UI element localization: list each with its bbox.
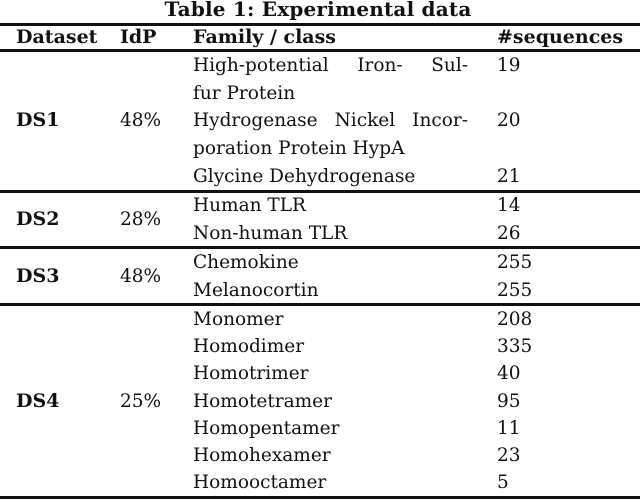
table-row [0, 388, 640, 415]
sequences-cell: 5 [497, 472, 509, 494]
header-dataset: Dataset [16, 26, 98, 48]
sequences-cell: 23 [497, 444, 521, 466]
family-cell: Chemokine [193, 252, 299, 273]
idp-value: 48% [120, 265, 162, 287]
dataset-label: DS1 [16, 109, 60, 132]
table-row [0, 415, 640, 442]
table-row [0, 333, 640, 360]
table-row [0, 80, 640, 108]
family-cell: Homohexamer [193, 444, 331, 466]
family-cell: Hydrogenase Nickel Incor- [193, 110, 468, 132]
family-cell: High-potential Iron- Sul- [193, 55, 468, 76]
table-row [0, 220, 640, 248]
table-row [0, 360, 640, 387]
table-row [0, 52, 640, 80]
group-rule [0, 496, 640, 499]
family-cell: Homodimer [193, 336, 305, 358]
sequences-cell: 40 [497, 363, 521, 385]
sequences-cell: 14 [497, 195, 521, 216]
family-cell: Human TLR [193, 195, 306, 216]
table-row [0, 277, 640, 305]
idp-value: 25% [120, 390, 162, 412]
table-row [0, 163, 640, 191]
header-family: Family / class [193, 26, 337, 48]
sequences-cell: 255 [497, 252, 533, 273]
table-row [0, 442, 640, 469]
family-cell: Glycine Dehydrogenase [193, 165, 416, 187]
dataset-group-ds4 [0, 306, 640, 496]
header-sequences: #sequences [497, 26, 624, 48]
family-cell: Homopentamer [193, 417, 340, 439]
dataset-group-ds1 [0, 52, 640, 190]
sequences-cell: 26 [497, 222, 521, 244]
dataset-group-ds2 [0, 192, 640, 247]
dataset-label: DS2 [16, 207, 60, 230]
sequences-cell: 335 [497, 336, 533, 358]
idp-value: 28% [120, 208, 162, 230]
family-cell: Homotrimer [193, 363, 309, 385]
family-cell: Homooctamer [193, 472, 327, 494]
header-idp: IdP [120, 26, 157, 48]
idp-value: 48% [120, 110, 162, 132]
dataset-group-ds3 [0, 249, 640, 304]
sequences-cell: 19 [497, 55, 521, 76]
family-cell: Melanocortin [193, 279, 319, 301]
table-row [0, 249, 640, 277]
family-cell: Homotetramer [193, 390, 332, 412]
family-cell: poration Protein HypA [193, 138, 405, 160]
sequences-cell: 20 [497, 110, 521, 132]
dataset-label: DS4 [16, 389, 60, 412]
family-cell: Monomer [193, 309, 284, 330]
table-row [0, 469, 640, 496]
sequences-cell: 255 [497, 279, 533, 301]
table-title: Table 1: Experimental data [164, 0, 472, 21]
table-row [0, 192, 640, 220]
family-cell: Non-human TLR [193, 222, 348, 244]
sequences-cell: 11 [497, 417, 521, 439]
table-row [0, 306, 640, 333]
sequences-cell: 208 [497, 309, 533, 330]
dataset-label: DS3 [16, 264, 60, 287]
table-row [0, 135, 640, 163]
sequences-cell: 95 [497, 390, 521, 412]
table-row [0, 107, 640, 135]
family-cell: fur Protein [193, 82, 296, 104]
sequences-cell: 21 [497, 165, 521, 187]
